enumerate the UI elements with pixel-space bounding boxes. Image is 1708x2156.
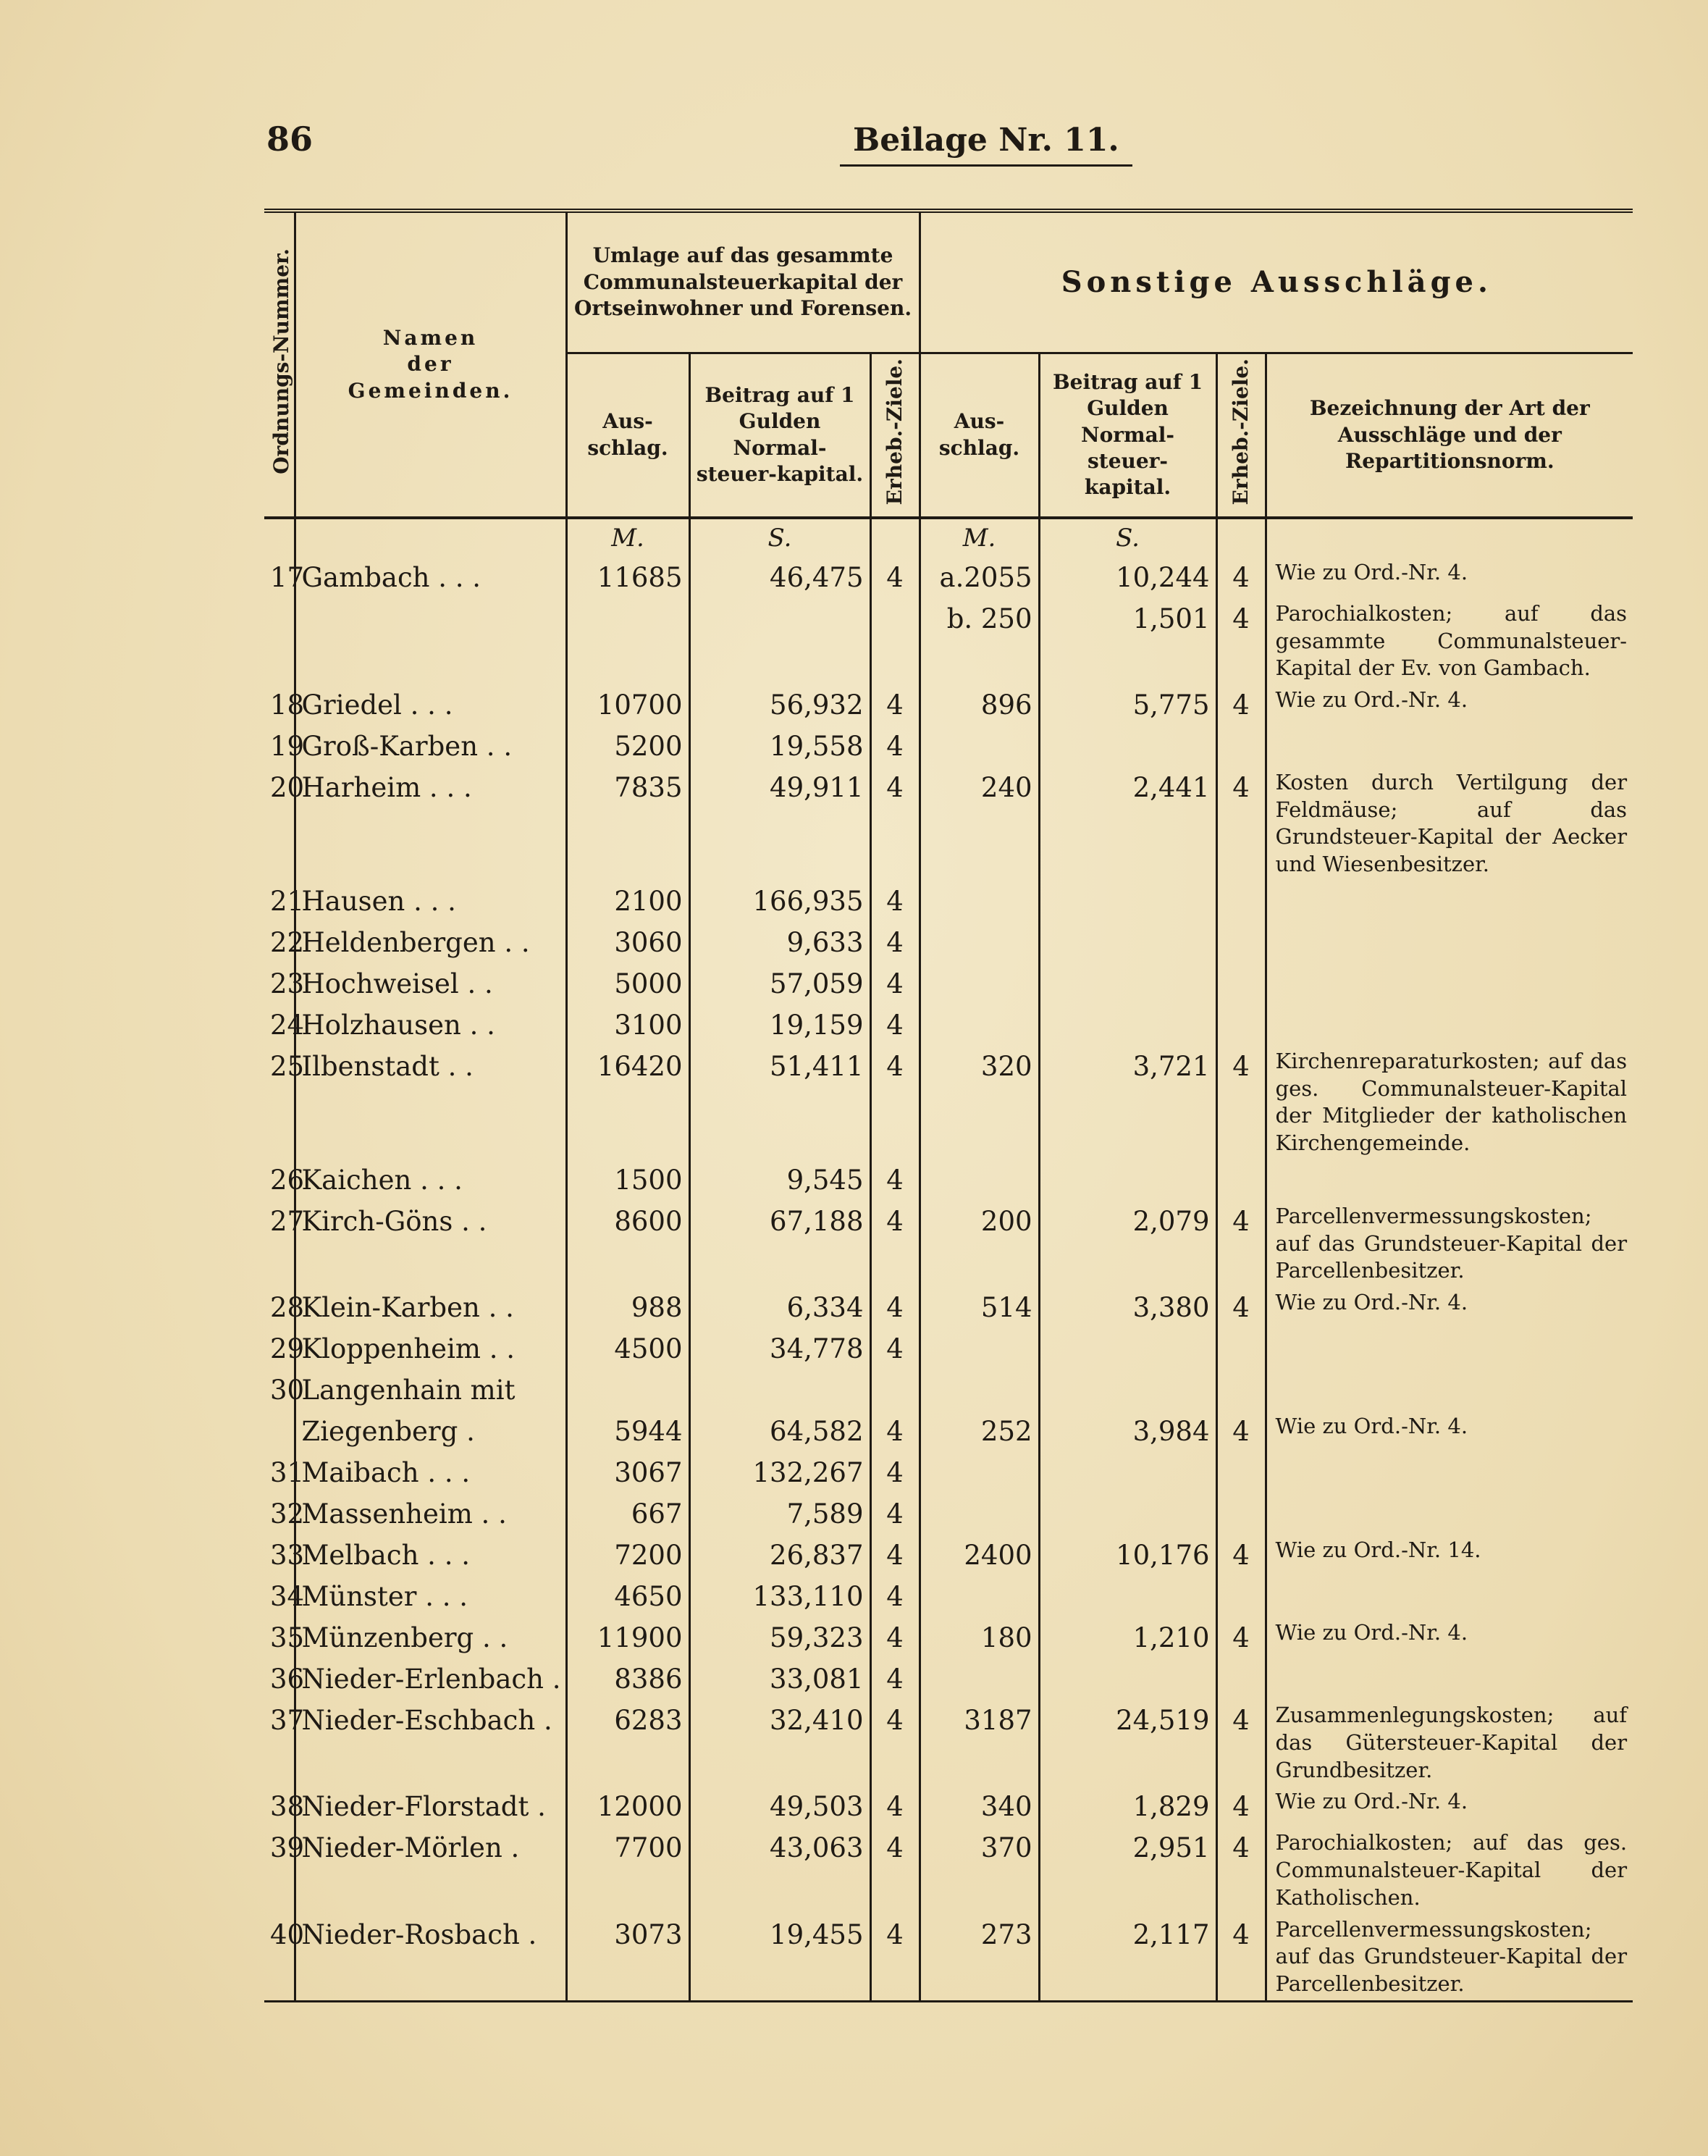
cell-s-beitrag: 10,176 (1039, 1535, 1216, 1576)
cell-s-aus (920, 963, 1039, 1004)
cell-name: Ilbenstadt . . (295, 1046, 566, 1159)
cell-s-ziele: 4 (1216, 1201, 1266, 1287)
cell-nr: 28 (270, 1291, 305, 1323)
cell-beitrag: 9,633 (689, 922, 870, 963)
cell-s-aus (920, 1369, 1039, 1411)
cell-s-ziele (1216, 1004, 1266, 1046)
cell-desc: Wie zu Ord.-Nr. 4. (1266, 684, 1633, 726)
cell-beitrag: 51,411 (689, 1046, 870, 1159)
col-namen: Namen der Gemeinden. (295, 211, 566, 518)
cell-ziele: 4 (870, 1201, 920, 1287)
cell-beitrag: 19,159 (689, 1004, 870, 1046)
cell-aus: 5000 (566, 963, 689, 1004)
table-row (264, 1786, 1633, 1827)
cell-desc: Parcellenvermessungskosten; auf das Grundsteuer-Kapital der Parcellenbesitzer. (1266, 1914, 1633, 2002)
table-row (264, 1617, 1633, 1658)
cell-name: Groß-Karben . . (295, 726, 566, 767)
cell-nr: 22 (270, 926, 305, 958)
cell-desc (1266, 1369, 1633, 1411)
cell-beitrag: 33,081 (689, 1658, 870, 1700)
cell-aus: 12000 (566, 1786, 689, 1827)
cell-aus: 3067 (566, 1452, 689, 1493)
cell-ziele: 4 (870, 1411, 920, 1452)
cell-desc (1266, 1576, 1633, 1617)
cell-ziele (870, 598, 920, 684)
cell-desc: Wie zu Ord.-Nr. 4. (1266, 1786, 1633, 1827)
cell-beitrag: 49,503 (689, 1786, 870, 1827)
table-row (264, 1535, 1633, 1576)
col-group-umlage: Umlage auf das gesammte Communalsteuerkapital der Ortseinwohner und Forensen. (566, 211, 920, 353)
cell-s-ziele: 4 (1216, 1287, 1266, 1328)
cell-s-aus (920, 922, 1039, 963)
cell-s-aus: 514 (920, 1287, 1039, 1328)
cell-s-aus (920, 1452, 1039, 1493)
cell-s-aus (920, 881, 1039, 922)
table-row (264, 963, 1633, 1004)
cell-s-ziele (1216, 1328, 1266, 1369)
cell-s-beitrag: 3,721 (1039, 1046, 1216, 1159)
cell-s-aus (920, 1159, 1039, 1201)
cell-name (295, 598, 566, 684)
cell-s-aus: 240 (920, 767, 1039, 881)
cell-desc: Zusammenlegungskosten; auf das Gütersteuer-Kapital der Grundbesitzer. (1266, 1700, 1633, 1786)
cell-beitrag (689, 598, 870, 684)
table-row (264, 1700, 1633, 1786)
cell-s-beitrag: 2,079 (1039, 1201, 1216, 1287)
cell-nr: 29 (270, 1333, 305, 1364)
cell-nr: 26 (270, 1164, 305, 1196)
table-row (264, 1159, 1633, 1201)
cell-s-ziele (1216, 881, 1266, 922)
cell-desc (1266, 963, 1633, 1004)
cell-name: Heldenbergen . . (295, 922, 566, 963)
col-sonst-beitrag: Beitrag auf 1 Gulden Normal-steuer-kapital. (1039, 353, 1216, 518)
cell-s-beitrag: 1,829 (1039, 1786, 1216, 1827)
cell-aus: 16420 (566, 1046, 689, 1159)
cell-beitrag: 49,911 (689, 767, 870, 881)
cell-beitrag: 32,410 (689, 1700, 870, 1786)
table-row (264, 1493, 1633, 1535)
cell-nr: 17 (270, 561, 305, 593)
col-erheb-ziele: Erheb.-Ziele. (870, 353, 920, 518)
cell-name: Kirch-Göns . . (295, 1201, 566, 1287)
table-row (264, 598, 1633, 684)
cell-ziele: 4 (870, 922, 920, 963)
cell-name: Nieder-Rosbach . (295, 1914, 566, 2002)
unit-pfennig: S. (689, 518, 870, 557)
cell-aus: 4650 (566, 1576, 689, 1617)
cell-s-aus: 2400 (920, 1535, 1039, 1576)
cell-s-beitrag: 2,441 (1039, 767, 1216, 881)
cell-nr: 34 (270, 1581, 305, 1613)
cell-s-aus: 340 (920, 1786, 1039, 1827)
cell-aus: 8386 (566, 1658, 689, 1700)
table-row (264, 767, 1633, 881)
cell-ziele: 4 (870, 963, 920, 1004)
unit-mark: M. (566, 518, 689, 557)
table-row (264, 922, 1633, 963)
table-row (264, 1827, 1633, 1913)
cell-nr: 24 (270, 1009, 305, 1041)
cell-s-beitrag (1039, 1658, 1216, 1700)
cell-aus: 1500 (566, 1159, 689, 1201)
cell-aus: 7700 (566, 1827, 689, 1913)
cell-aus: 4500 (566, 1328, 689, 1369)
cell-ziele: 4 (870, 1786, 920, 1827)
table-row (264, 1287, 1633, 1328)
table-body (264, 557, 1633, 2001)
cell-aus: 667 (566, 1493, 689, 1535)
cell-desc: Wie zu Ord.-Nr. 4. (1266, 1617, 1633, 1658)
cell-name: Harheim . . . (295, 767, 566, 881)
unit-pfennig: S. (1039, 518, 1216, 557)
cell-aus: 2100 (566, 881, 689, 922)
cell-aus: 6283 (566, 1700, 689, 1786)
cell-s-ziele: 4 (1216, 1411, 1266, 1452)
cell-ziele: 4 (870, 1328, 920, 1369)
cell-desc (1266, 1328, 1633, 1369)
cell-s-beitrag: 2,117 (1039, 1914, 1216, 2002)
cell-desc: Wie zu Ord.-Nr. 14. (1266, 1535, 1633, 1576)
table-row (264, 1369, 1633, 1411)
cell-desc (1266, 726, 1633, 767)
cell-desc (1266, 1493, 1633, 1535)
cell-beitrag: 67,188 (689, 1201, 870, 1287)
cell-ziele: 4 (870, 1700, 920, 1786)
cell-ziele: 4 (870, 1452, 920, 1493)
cell-s-ziele: 4 (1216, 557, 1266, 598)
cell-beitrag: 9,545 (689, 1159, 870, 1201)
cell-s-aus: 896 (920, 684, 1039, 726)
cell-s-beitrag: 3,984 (1039, 1411, 1216, 1452)
cell-s-ziele: 4 (1216, 1786, 1266, 1827)
cell-beitrag: 59,323 (689, 1617, 870, 1658)
cell-s-ziele: 4 (1216, 598, 1266, 684)
cell-beitrag: 64,582 (689, 1411, 870, 1452)
col-group-sonstige: Sonstige Ausschläge. (920, 211, 1633, 353)
cell-aus: 8600 (566, 1201, 689, 1287)
cell-s-aus: 370 (920, 1827, 1039, 1913)
cell-s-ziele: 4 (1216, 1914, 1266, 2002)
cell-ziele: 4 (870, 1617, 920, 1658)
cell-s-aus: 200 (920, 1201, 1039, 1287)
cell-ziele: 4 (870, 767, 920, 881)
cell-s-aus (920, 1576, 1039, 1617)
cell-s-ziele (1216, 1159, 1266, 1201)
cell-s-ziele (1216, 963, 1266, 1004)
cell-beitrag: 26,837 (689, 1535, 870, 1576)
cell-s-aus: 320 (920, 1046, 1039, 1159)
cell-ziele: 4 (870, 1535, 920, 1576)
cell-beitrag: 7,589 (689, 1493, 870, 1535)
cell-beitrag: 19,455 (689, 1914, 870, 2002)
cell-nr: 36 (270, 1664, 305, 1695)
cell-desc (1266, 922, 1633, 963)
cell-ziele: 4 (870, 1576, 920, 1617)
cell-s-beitrag (1039, 1576, 1216, 1617)
cell-aus: 3073 (566, 1914, 689, 2002)
cell-beitrag: 6,334 (689, 1287, 870, 1328)
cell-beitrag: 56,932 (689, 684, 870, 726)
cell-s-beitrag (1039, 726, 1216, 767)
cell-aus: 7835 (566, 767, 689, 881)
cell-aus: 3060 (566, 922, 689, 963)
table-row (264, 1046, 1633, 1159)
cell-name: Kloppenheim . . (295, 1328, 566, 1369)
cell-ziele: 4 (870, 881, 920, 922)
cell-name: Münster . . . (295, 1576, 566, 1617)
unit-mark: M. (920, 518, 1039, 557)
cell-ziele: 4 (870, 1046, 920, 1159)
assessment-table (264, 209, 1633, 2002)
table-row (264, 1452, 1633, 1493)
cell-s-aus: a.2055 (920, 557, 1039, 598)
cell-name: Gambach . . . (295, 557, 566, 598)
page-number: 86 (266, 119, 314, 159)
cell-s-ziele (1216, 1658, 1266, 1700)
col-ausschlag: Aus-schlag. (566, 353, 689, 518)
cell-s-beitrag: 1,501 (1039, 598, 1216, 684)
cell-nr: 38 (270, 1791, 305, 1823)
cell-aus: 7200 (566, 1535, 689, 1576)
cell-name: Nieder-Florstadt . (295, 1786, 566, 1827)
cell-name: Massenheim . . (295, 1493, 566, 1535)
cell-s-ziele: 4 (1216, 1700, 1266, 1786)
cell-name: Nieder-Erlenbach . (295, 1658, 566, 1700)
cell-beitrag: 133,110 (689, 1576, 870, 1617)
cell-beitrag: 19,558 (689, 726, 870, 767)
cell-beitrag: 43,063 (689, 1827, 870, 1913)
cell-nr: 32 (270, 1498, 305, 1530)
table-row (264, 1004, 1633, 1046)
col-beitrag: Beitrag auf 1 Gulden Normal-steuer-kapital. (689, 353, 870, 518)
table-row (264, 1576, 1633, 1617)
cell-ziele: 4 (870, 557, 920, 598)
cell-name: Kaichen . . . (295, 1159, 566, 1201)
cell-s-aus (920, 1328, 1039, 1369)
cell-nr: 37 (270, 1705, 305, 1737)
col-sonst-erheb-ziele: Erheb.-Ziele. (1216, 353, 1266, 518)
cell-s-ziele: 4 (1216, 1827, 1266, 1913)
cell-ziele: 4 (870, 684, 920, 726)
table-row (264, 1411, 1633, 1452)
cell-nr (264, 1411, 295, 1452)
cell-ziele: 4 (870, 1914, 920, 2002)
cell-s-beitrag: 24,519 (1039, 1700, 1216, 1786)
cell-nr: 27 (270, 1205, 305, 1237)
cell-s-ziele (1216, 1369, 1266, 1411)
cell-aus (566, 598, 689, 684)
table-row (264, 684, 1633, 726)
cell-s-beitrag: 10,244 (1039, 557, 1216, 598)
cell-s-beitrag (1039, 1452, 1216, 1493)
cell-name: Hochweisel . . (295, 963, 566, 1004)
cell-s-beitrag: 2,951 (1039, 1827, 1216, 1913)
cell-s-beitrag (1039, 1328, 1216, 1369)
cell-s-aus: 180 (920, 1617, 1039, 1658)
cell-name: Langenhain mit (295, 1369, 566, 1411)
cell-ziele: 4 (870, 1159, 920, 1201)
cell-desc: Parochialkosten; auf das ges. Communalsteuer-Kapital der Katholischen. (1266, 1827, 1633, 1913)
cell-s-ziele (1216, 922, 1266, 963)
cell-s-beitrag: 1,210 (1039, 1617, 1216, 1658)
cell-s-aus: b. 250 (920, 598, 1039, 684)
cell-name: Melbach . . . (295, 1535, 566, 1576)
cell-name: Holzhausen . . (295, 1004, 566, 1046)
cell-aus: 5200 (566, 726, 689, 767)
cell-s-beitrag (1039, 963, 1216, 1004)
table-row (264, 1914, 1633, 2002)
cell-s-beitrag (1039, 922, 1216, 963)
cell-nr: 30 (270, 1374, 305, 1406)
cell-name: Klein-Karben . . (295, 1287, 566, 1328)
running-head: Beilage Nr. 11. (840, 122, 1132, 167)
col-sonst-ausschlag: Aus-schlag. (920, 353, 1039, 518)
cell-s-ziele (1216, 726, 1266, 767)
cell-s-aus (920, 1004, 1039, 1046)
table-row (264, 1201, 1633, 1287)
cell-aus: 988 (566, 1287, 689, 1328)
cell-nr: 25 (270, 1051, 305, 1083)
cell-s-aus: 252 (920, 1411, 1039, 1452)
cell-desc (1266, 1159, 1633, 1201)
cell-desc: Wie zu Ord.-Nr. 4. (1266, 1287, 1633, 1328)
cell-nr: 39 (270, 1832, 305, 1864)
cell-s-aus: 3187 (920, 1700, 1039, 1786)
cell-nr: 19 (270, 731, 305, 763)
cell-aus: 10700 (566, 684, 689, 726)
cell-ziele: 4 (870, 1287, 920, 1328)
cell-s-ziele (1216, 1452, 1266, 1493)
table-row (264, 1328, 1633, 1369)
cell-name: Nieder-Mörlen . (295, 1827, 566, 1913)
cell-desc (1266, 1452, 1633, 1493)
cell-desc (1266, 881, 1633, 922)
cell-name: Griedel . . . (295, 684, 566, 726)
cell-ziele: 4 (870, 1827, 920, 1913)
cell-s-ziele: 4 (1216, 1046, 1266, 1159)
col-bezeichnung: Bezeichnung der Art der Ausschläge und der Repartitionsnorm. (1266, 353, 1633, 518)
cell-nr (264, 598, 295, 684)
cell-aus: 3100 (566, 1004, 689, 1046)
cell-aus: 11685 (566, 557, 689, 598)
cell-desc (1266, 1004, 1633, 1046)
cell-s-aus: 273 (920, 1914, 1039, 2002)
cell-s-ziele (1216, 1493, 1266, 1535)
cell-desc: Parochialkosten; auf das gesammte Communalsteuer-Kapital der Ev. von Gambach. (1266, 598, 1633, 684)
cell-ziele: 4 (870, 1493, 920, 1535)
cell-aus: 5944 (566, 1411, 689, 1452)
cell-nr: 23 (270, 968, 305, 999)
cell-desc: Parcellenvermessungskosten; auf das Grundsteuer-Kapital der Parcellenbesitzer. (1266, 1201, 1633, 1287)
table-row (264, 881, 1633, 922)
col-ordnungsnummer: Ordnungs-Nummer. (269, 248, 293, 474)
cell-name: Hausen . . . (295, 881, 566, 922)
cell-beitrag: 166,935 (689, 881, 870, 922)
cell-name: Nieder-Eschbach . (295, 1700, 566, 1786)
cell-s-beitrag (1039, 1004, 1216, 1046)
cell-nr: 31 (270, 1457, 305, 1489)
cell-beitrag: 57,059 (689, 963, 870, 1004)
cell-name: Maibach . . . (295, 1452, 566, 1493)
cell-s-aus (920, 1493, 1039, 1535)
cell-nr: 18 (270, 689, 305, 721)
cell-s-ziele: 4 (1216, 1535, 1266, 1576)
cell-beitrag (689, 1369, 870, 1411)
cell-desc: Kosten durch Vertilgung der Feldmäuse; auf das Grundsteuer-Kapital der Aecker und Wiesenbesitzer. (1266, 767, 1633, 881)
cell-nr: 21 (270, 885, 305, 917)
cell-beitrag: 46,475 (689, 557, 870, 598)
cell-ziele: 4 (870, 726, 920, 767)
cell-desc (1266, 1658, 1633, 1700)
table-row (264, 1658, 1633, 1700)
cell-s-beitrag (1039, 1493, 1216, 1535)
cell-beitrag: 34,778 (689, 1328, 870, 1369)
cell-nr: 40 (270, 1918, 305, 1950)
cell-s-beitrag (1039, 1159, 1216, 1201)
cell-s-aus (920, 1658, 1039, 1700)
cell-aus (566, 1369, 689, 1411)
cell-s-beitrag: 3,380 (1039, 1287, 1216, 1328)
table-row (264, 726, 1633, 767)
cell-desc: Wie zu Ord.-Nr. 4. (1266, 557, 1633, 598)
cell-aus: 11900 (566, 1617, 689, 1658)
cell-s-ziele: 4 (1216, 1617, 1266, 1658)
cell-desc: Wie zu Ord.-Nr. 4. (1266, 1411, 1633, 1452)
cell-ziele (870, 1369, 920, 1411)
cell-name: Münzenberg . . (295, 1617, 566, 1658)
cell-s-beitrag: 5,775 (1039, 684, 1216, 726)
cell-s-beitrag (1039, 881, 1216, 922)
cell-s-beitrag (1039, 1369, 1216, 1411)
cell-s-ziele: 4 (1216, 684, 1266, 726)
cell-ziele: 4 (870, 1658, 920, 1700)
cell-nr: 35 (270, 1622, 305, 1654)
cell-s-aus (920, 726, 1039, 767)
cell-beitrag: 132,267 (689, 1452, 870, 1493)
cell-desc: Kirchenreparaturkosten; auf das ges. Communalsteuer-Kapital der Mitglieder der katholischen Kirchengemeinde. (1266, 1046, 1633, 1159)
cell-name: Ziegenberg . (295, 1411, 566, 1452)
table-row (264, 557, 1633, 598)
cell-s-ziele (1216, 1576, 1266, 1617)
cell-nr: 20 (270, 772, 305, 804)
cell-s-ziele: 4 (1216, 767, 1266, 881)
cell-nr: 33 (270, 1540, 305, 1572)
cell-ziele: 4 (870, 1004, 920, 1046)
